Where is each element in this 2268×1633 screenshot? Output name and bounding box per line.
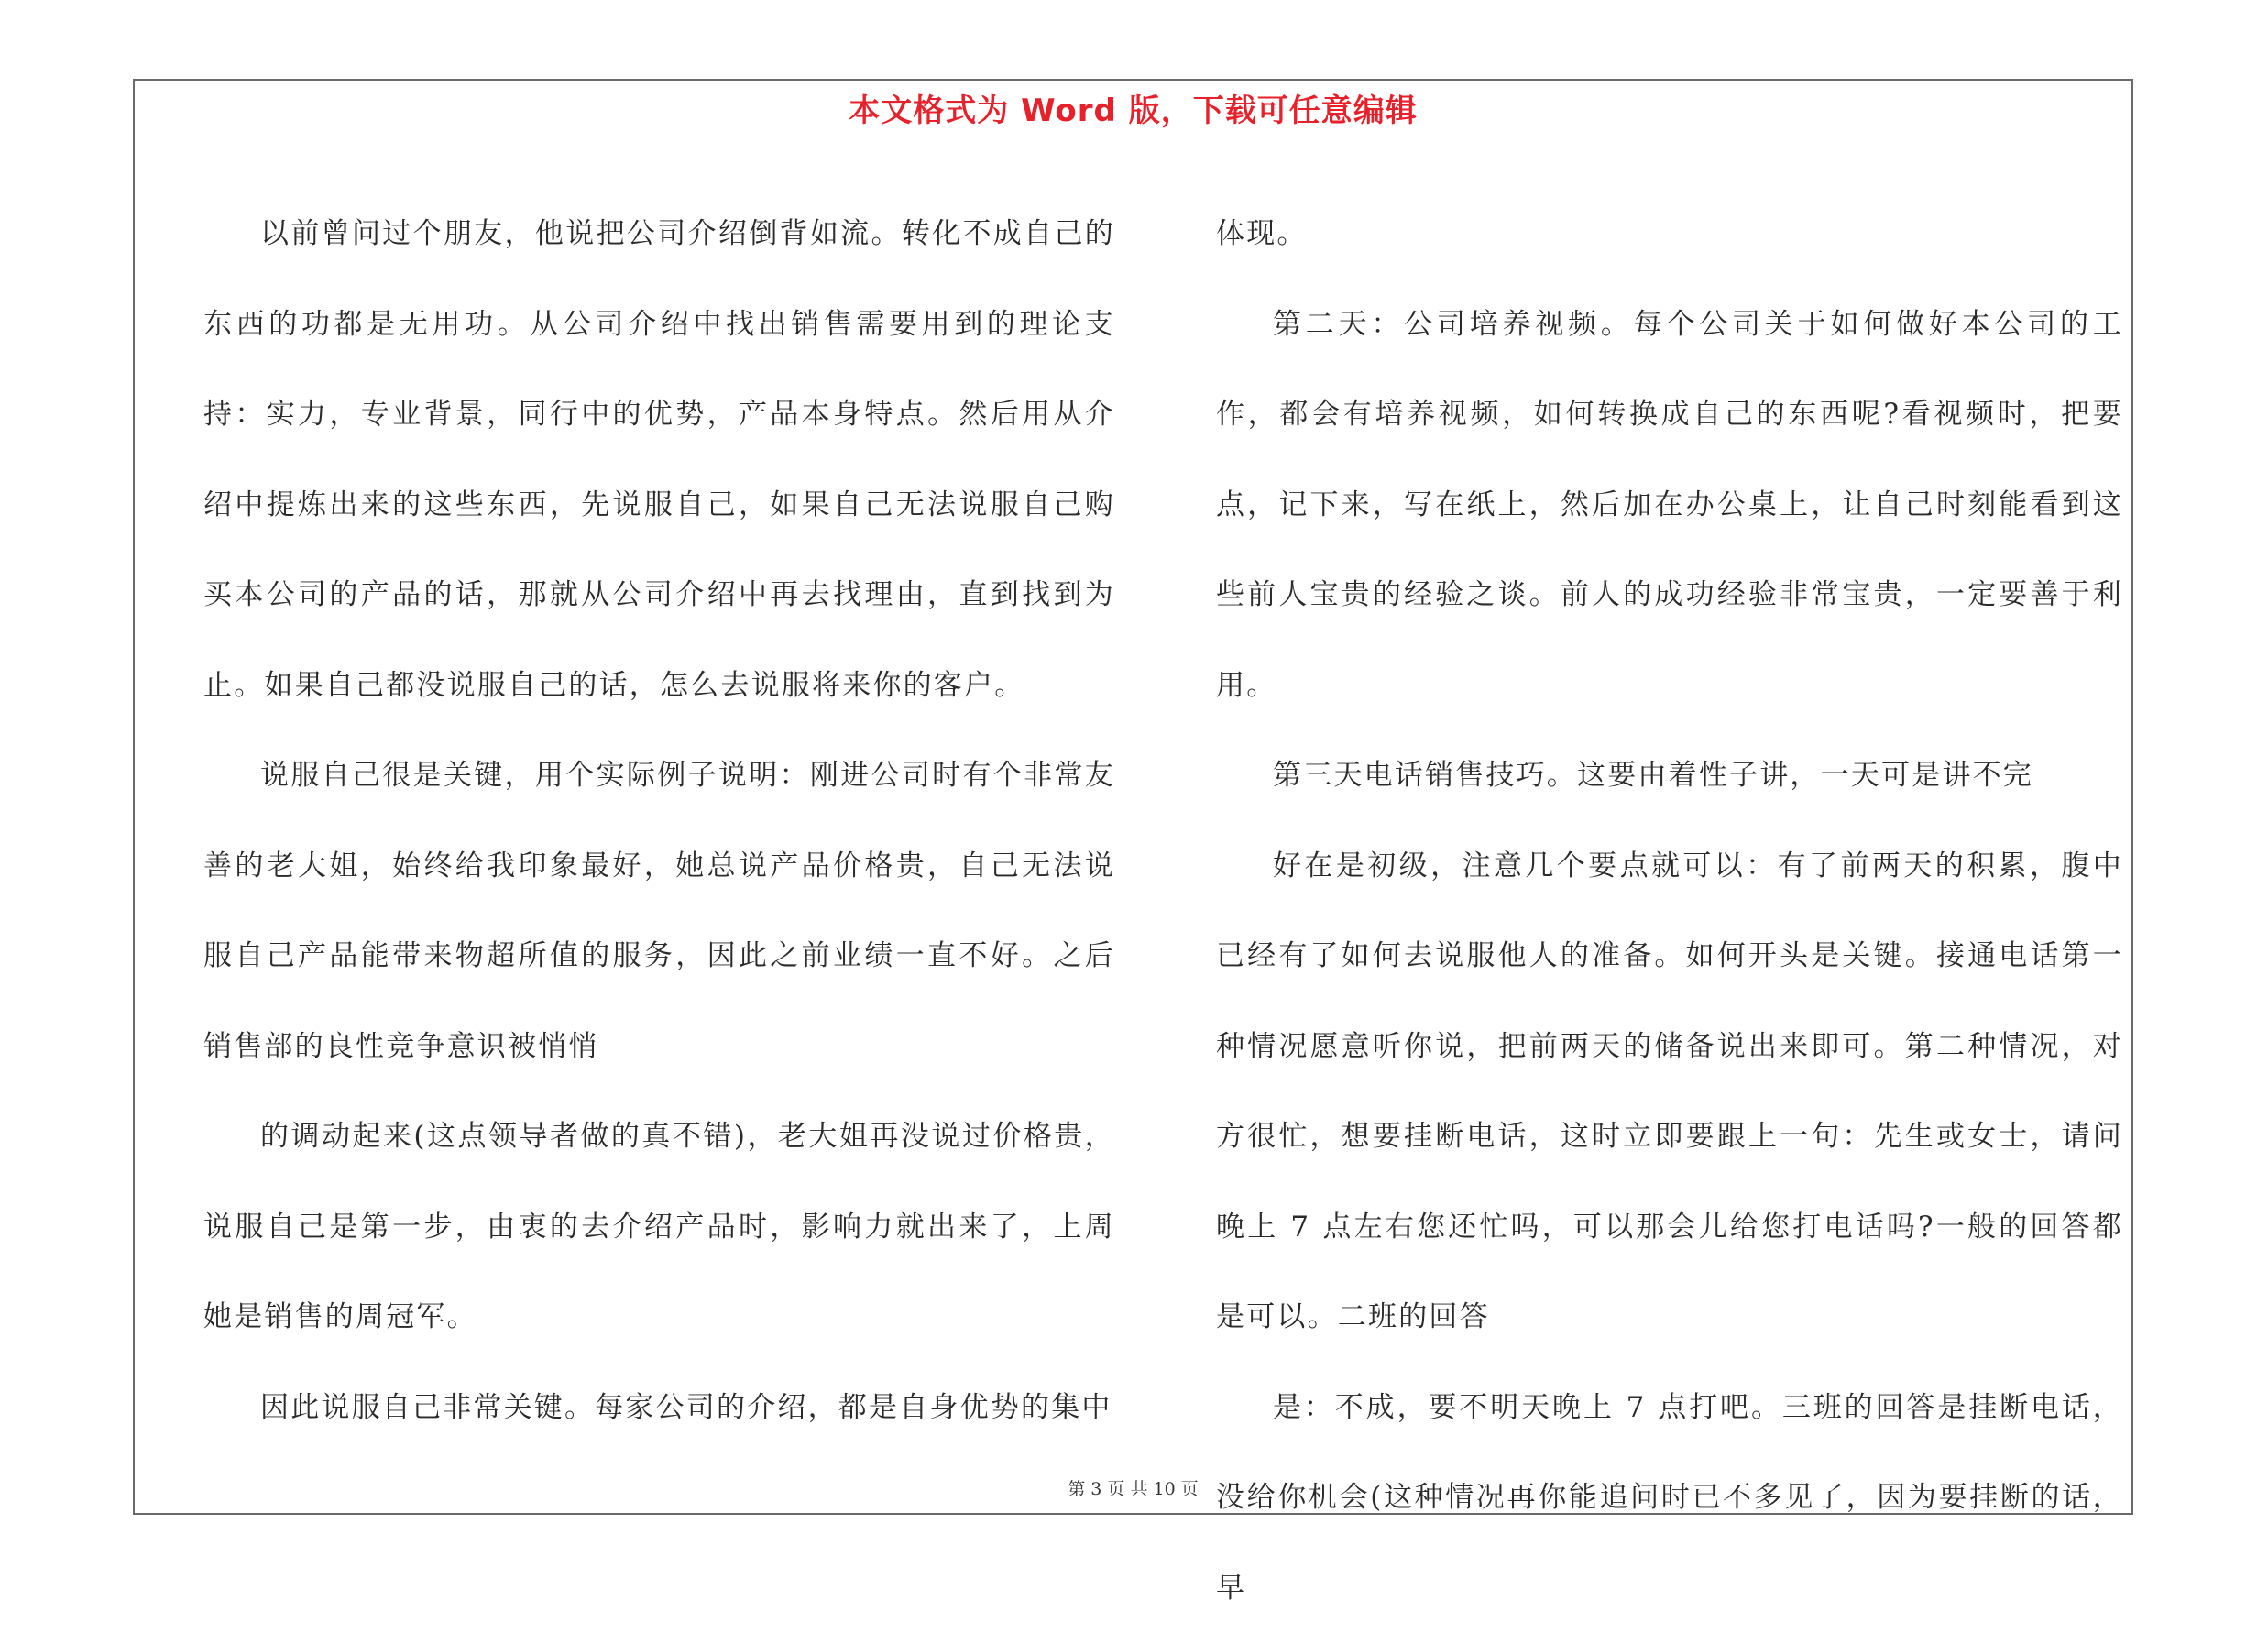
paragraph: 第三天电话销售技巧。这要由着性子讲，一天可是讲不完: [1216, 730, 2123, 821]
paragraph: 说服自己很是关键，用个实际例子说明：刚进公司时有个非常友善的老大姐，始终给我印象最好，她总说产品价格贵，自己无法说服自己产品能带来物超所值的服务，因此之前业绩一直不好。之后销售部的良性竞争意识被悄悄: [203, 730, 1115, 1091]
right-column: [1216, 189, 2123, 1463]
paragraph: 好在是初级，注意几个要点就可以：有了前两天的积累，腹中已经有了如何去说服他人的准备。如何开头是关键。接通电话第一种情况愿意听你说，把前两天的储备说出来即可。第二种情况，对方很忙，想要挂断电话，这时立即要跟上一句：先生或女士，请问晚上 7 点左右您还忙吗，可以那会儿给您打电话吗?一般的回答都是可以。二班的回答: [1216, 821, 2123, 1363]
page-number: 第 3 页 共 10 页: [135, 1475, 2131, 1500]
paragraph: 以前曾问过个朋友，他说把公司介绍倒背如流。转化不成自己的东西的功都是无用功。从公司介绍中找出销售需要用到的理论支持：实力，专业背景，同行中的优势，产品本身特点。然后用从介绍中提炼出来的这些东西，先说服自己，如果自己无法说服自己购买本公司的产品的话，那就从公司介绍中再去找理由，直到找到为止。如果自己都没说服自己的话，怎么去说服将来你的客户。: [203, 189, 1115, 730]
paragraph: 的调动起来(这点领导者做的真不错)，老大姐再没说过价格贵，说服自己是第一步，由衷的去介绍产品时，影响力就出来了，上周她是销售的周冠军。: [203, 1091, 1115, 1363]
paragraph: 第二天：公司培养视频。每个公司关于如何做好本公司的工作，都会有培养视频，如何转换成自己的东西呢?看视频时，把要点，记下来，写在纸上，然后加在办公桌上，让自己时刻能看到这些前人宝贵的经验之谈。前人的成功经验非常宝贵，一定要善于利用。: [1216, 279, 2123, 731]
paragraph: 因此说服自己非常关键。每家公司的介绍，都是自身优势的集中: [203, 1363, 1115, 1453]
paragraph: 是：不成，要不明天晚上 7 点打吧。三班的回答是挂断电话，没给你机会(这种情况再你能追问时已不多见了，因为要挂断的话，早: [1216, 1363, 2123, 1633]
paragraph: 体现。: [1216, 189, 2123, 279]
page-frame: [133, 79, 2133, 1515]
format-banner: 本文格式为 Word 版，下载可任意编辑: [135, 90, 2131, 134]
left-column: [203, 189, 1115, 1463]
